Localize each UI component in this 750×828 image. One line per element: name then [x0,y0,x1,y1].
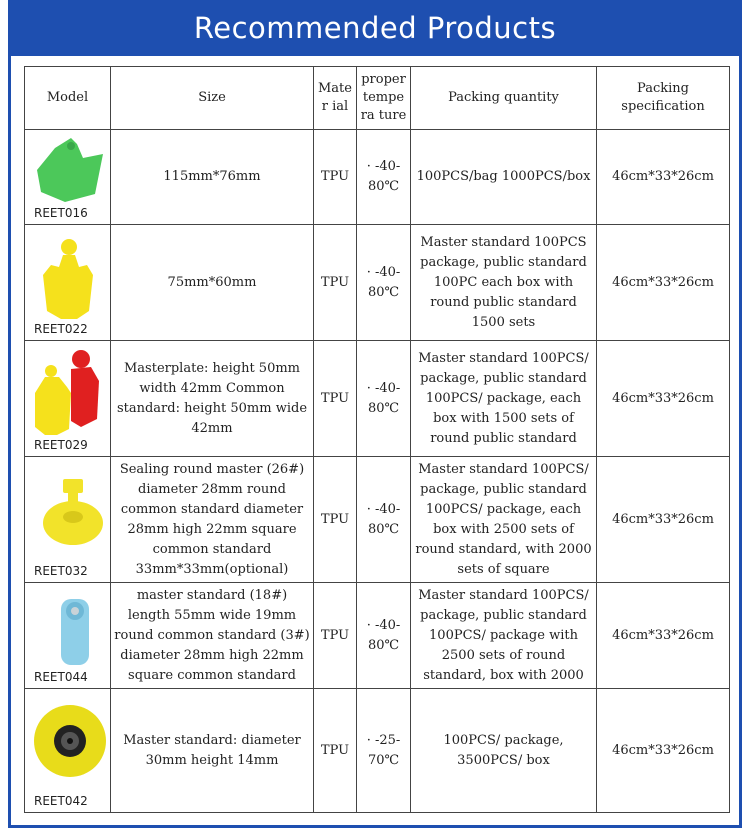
yellow-ear-tag-button [45,365,57,377]
packing-quantity-cell: 100PCS/bag 1000PCS/box [411,130,597,225]
temperature-cell: · -40- 80℃ [357,341,411,457]
table-row [25,689,730,813]
products-table [24,66,730,813]
banner-title: Recommended Products [8,0,742,56]
packing-quantity-cell: Master standard 100PCS/ package, public standard 100PCS/ package with 2500 sets of round standard, box with 2000 [411,583,597,689]
header-temperature: proper tempera ture [357,67,411,130]
header-size: Size [111,67,314,130]
size-cell: Sealing round master (26#) diameter 28mm round common standard diameter 28mm high 22mm square common standard 33mm*33mm(optional) [111,457,314,583]
yellow-ear-tag-body [35,377,71,435]
packing-quantity-cell: Master standard 100PCS package, public standard 100PC each box with round public standard 1500 sets [411,225,597,341]
table-row [25,341,730,457]
material-cell: TPU [314,689,357,813]
model-cell [25,225,111,341]
size-cell: Master standard: diameter 30mm height 14mm [111,689,314,813]
size-cell: master standard (18#) length 55mm wide 19mm round common standard (3#) diameter 28mm high 22mm square common standard [111,583,314,689]
model-cell [25,457,111,583]
model-cell [25,689,111,813]
model-code: REET022 [34,322,88,336]
material-cell: TPU [314,225,357,341]
material-cell: TPU [314,457,357,583]
table-header-row [25,67,730,130]
model-code: REET044 [34,670,88,684]
packing-spec-cell: 46cm*33*26cm [597,130,730,225]
table-row [25,583,730,689]
yellow-ear-tag-button [61,239,77,255]
size-cell: 115mm*76mm [111,130,314,225]
packing-quantity-cell: Master standard 100PCS/ package, public standard 100PCS/ package, each box with 1500 sets of round public standard [411,341,597,457]
model-code: REET029 [34,438,88,452]
packing-spec-cell: 46cm*33*26cm [597,341,730,457]
model-code: REET016 [34,206,88,220]
packing-spec-cell: 46cm*33*26cm [597,225,730,341]
red-ear-tag-body [71,367,99,427]
packing-spec-cell: 46cm*33*26cm [597,457,730,583]
header-packing-quantity: Packing quantity [411,67,597,130]
packing-spec-cell: 46cm*33*26cm [597,689,730,813]
yellow-ear-tag-body [43,255,93,319]
header-model: Model [25,67,111,130]
model-cell [25,341,111,457]
model-cell [25,130,111,225]
table-row [25,457,730,583]
table-row [25,225,730,341]
model-cell [25,583,111,689]
round-tag-square-head [63,479,83,493]
temperature-cell: · -40- 80℃ [357,225,411,341]
model-code: REET042 [34,794,88,808]
temperature-cell: · -40- 80℃ [357,457,411,583]
temperature-cell: · -40- 80℃ [357,130,411,225]
header-material: Mater ial [314,67,357,130]
header-packing-spec: Packing specification [597,67,730,130]
red-ear-tag-button [72,350,90,368]
temperature-cell: · -25- 70℃ [357,689,411,813]
packing-spec-cell: 46cm*33*26cm [597,583,730,689]
size-cell: 75mm*60mm [111,225,314,341]
model-code: REET032 [34,564,88,578]
temperature-cell: · -40- 80℃ [357,583,411,689]
packing-quantity-cell: 100PCS/ package, 3500PCS/ box [411,689,597,813]
packing-quantity-cell: Master standard 100PCS/ package, public standard 100PCS/ package, each box with 2500 sets of round standard, with 2000 sets of square [411,457,597,583]
material-cell: TPU [314,130,357,225]
material-cell: TPU [314,583,357,689]
size-cell: Masterplate: height 50mm width 42mm Common standard: height 50mm wide 42mm [111,341,314,457]
material-cell: TPU [314,341,357,457]
table-row [25,130,730,225]
